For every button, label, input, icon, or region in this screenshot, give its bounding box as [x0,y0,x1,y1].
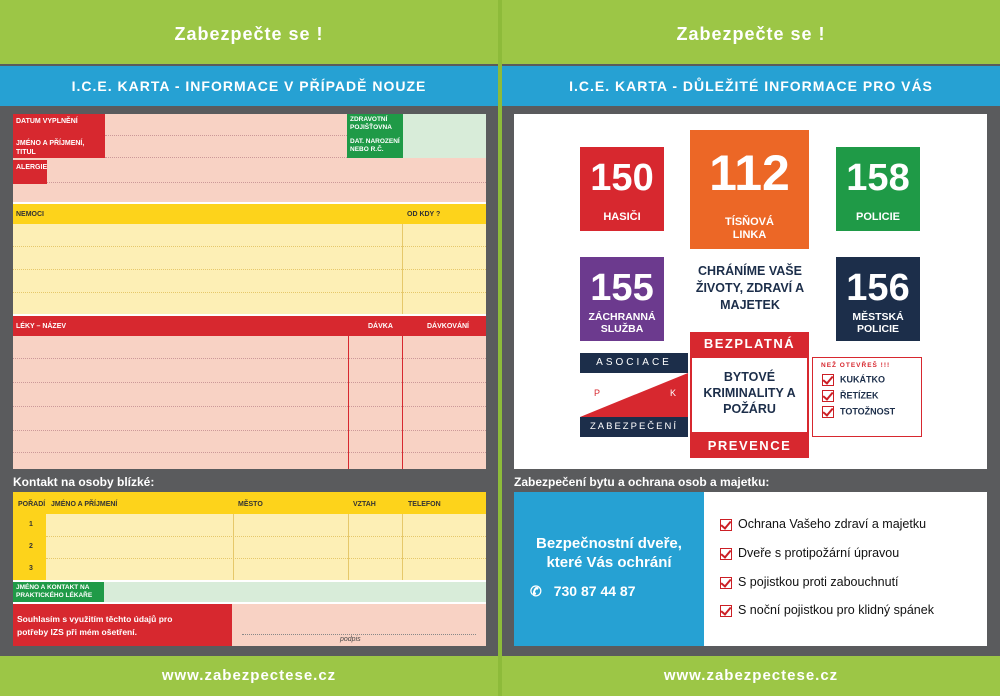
left-top-banner [0,0,498,64]
prevention-banner: PREVENCE [690,434,809,458]
diseases-field[interactable] [13,224,486,314]
consent-text: Souhlasím s využitím těchto údajů pro potřeby IZS při mém ošetření. [17,614,173,637]
benefits-panel [704,492,987,646]
phone-number: 730 87 44 87 [553,583,636,599]
name-label: JMÉNO A PŘÍJMENÍ, TITUL [16,140,85,156]
col-order: POŘADÍ [18,501,46,508]
col-relation: VZTAH [353,501,376,508]
col-phone: TELEFON [408,501,441,508]
check-icon [720,519,732,531]
right-footer-url[interactable]: www.zabezpectese.cz [663,667,839,684]
tile-155 [580,257,664,341]
right-title-bar [502,66,1000,106]
benefit-3: S pojistkou proti zabouchnutí [720,575,899,589]
logo-top: ASOCIACE [580,353,688,373]
order-column [13,514,46,580]
signature-label: podpis [340,636,361,643]
name-label-box [13,136,105,158]
right-top-slogan: Zabezpečte se ! [676,24,826,44]
check-icon [822,406,834,418]
right-footer [502,656,1000,696]
diseases-header [13,204,486,224]
benefit-4: S noční pojistkou pro klidný spánek [720,603,934,617]
right-title: I.C.E. KARTA - DŮLEŽITÉ INFORMACE PRO VÁS [569,78,933,94]
benefit-2: Dveře s protipožární úpravou [720,546,899,560]
col-name: JMÉNO A PŘÍJMENÍ [51,501,118,508]
dosage-label: DÁVKOVÁNÍ [427,323,470,330]
insurance-label-box [347,114,403,136]
phone-icon: ✆ [530,583,542,599]
tile-150 [580,147,664,231]
logo-p: P [594,388,601,398]
check-icon [720,605,732,617]
checklist-item-1: KUKÁTKO [813,369,921,386]
allergy-label-box [13,160,47,184]
row-2-num: 2 [29,543,33,550]
contacts-rows[interactable] [46,514,486,580]
checklist-box [812,357,922,437]
doctor-field[interactable] [104,582,486,602]
tile-158-num: 158 [846,157,910,199]
logo-k: K [670,388,677,398]
phone-row[interactable] [530,583,635,600]
dose-label: DÁVKA [368,323,393,330]
consent-box [13,604,232,646]
contacts-header [13,492,486,514]
benefit-1: Ochrana Vašeho zdraví a majetku [720,517,926,531]
medicines-label: LÉKY – NÁZEV [16,323,67,330]
left-title: I.C.E. KARTA - INFORMACE V PŘÍPADĚ NOUZE [71,78,427,94]
left-footer [0,656,498,696]
allergy-label: ALERGIE [16,164,48,171]
emergency-form [13,114,486,469]
checklist-title: NEŽ OTEVŘEŠ !!! [821,362,891,369]
association-logo [580,353,688,437]
tile-112 [690,130,809,249]
birth-label-box [347,136,403,158]
date-label-box [13,114,105,136]
left-title-bar [0,66,498,106]
contacts-table [13,492,486,646]
tile-158 [836,147,920,231]
right-top-banner [502,0,1000,64]
diseases-label: NEMOCI [16,211,44,218]
birth-label: DAT. NAROZENÍ NEBO R.Č. [350,138,400,153]
contacts-heading: Kontakt na osoby blízké: [13,475,155,489]
doctor-label: JMÉNO A KONTAKT NA PRAKTICKÉHO LÉKAŘE [16,584,93,599]
security-heading: Zabezpečení bytu a ochrana osob a majetku: [514,475,770,489]
check-icon [720,548,732,560]
checklist-item-2: ŘETÍZEK [813,386,921,402]
date-label: DATUM VYPLNĚNÍ [16,118,78,125]
allergy-field[interactable] [47,160,486,202]
col-city: MĚSTO [238,501,263,508]
medicines-header [13,316,486,336]
insurance-label: ZDRAVOTNÍ POJIŠŤOVNA [350,116,392,131]
prevention-box [690,356,809,434]
tile-112-label: TÍSŇOVÁ LINKA [725,216,774,241]
tile-156-num: 156 [846,267,910,309]
tile-150-num: 150 [590,157,654,199]
since-label: OD KDY ? [407,211,441,218]
left-footer-url[interactable]: www.zabezpectese.cz [161,667,337,684]
tile-155-num: 155 [590,267,654,309]
check-icon [822,390,834,402]
row-3-num: 3 [29,565,33,572]
tile-156 [836,257,920,341]
free-banner: BEZPLATNÁ [690,332,809,356]
row-1-num: 1 [29,521,33,528]
prevention-text: BYTOVÉ KRIMINALITY A POŽÁRU [703,370,796,416]
tile-112-num: 112 [709,145,790,201]
signature-field[interactable] [232,604,486,646]
insurance-field[interactable] [403,114,486,158]
tile-150-label: HASIČI [603,211,641,223]
tile-156-label: MĚSTSKÁ POLICIE [852,311,904,335]
doctor-label-box [13,582,104,602]
date-name-field[interactable] [105,114,347,158]
medicines-field[interactable] [13,336,486,469]
doors-panel [514,492,704,646]
left-top-slogan: Zabezpečte se ! [174,24,324,44]
tile-155-label: ZÁCHRANNÁ SLUŽBA [588,311,656,335]
checklist-item-3: TOTOŽNOST [813,402,921,418]
check-icon [720,577,732,589]
logo-bottom: ZABEZPEČENÍ [580,417,688,437]
tile-158-label: POLICIE [855,211,900,223]
check-icon [822,374,834,386]
doors-title: Bezpečnostní dveře, které Vás ochrání [536,535,682,571]
slogan: CHRÁNÍME VAŠE ŽIVOTY, ZDRAVÍ A MAJETEK [695,264,805,312]
